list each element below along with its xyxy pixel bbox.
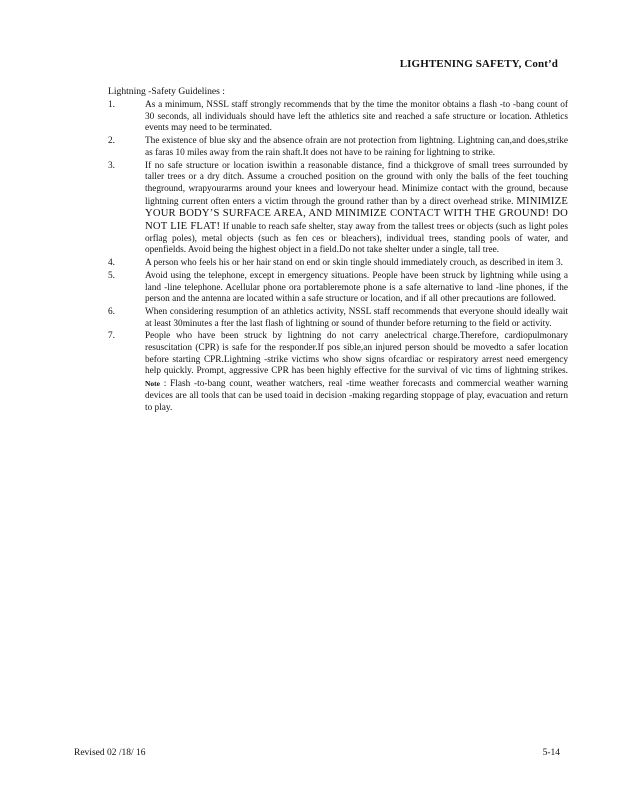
list-item	[108, 100, 568, 135]
item-number: 5.	[108, 270, 115, 281]
item-text: The existence of blue sky and the absence ofrain are not protection from lightning. Lightning can,and does,strike as faras 10 miles away from the rain shaft.It does not have to be raining for lightning to strike.	[145, 136, 568, 158]
item-emphasis-text: MINIMIZE YOUR BODY’S SURFACE AREA, AND MINIMIZE CONTACT WITH THE GROUND! DO NOT LIE FLAT!	[145, 195, 568, 233]
item-number: 6.	[108, 306, 115, 317]
item-number: 2.	[108, 136, 115, 147]
item-text: People who have been struck by lightning do not carry anelectrical charge.Therefore, cardiopulmonary resuscitation (CPR) is safe for the responder.If pos sible,an injured person should be movedto a safer location before starting CPR.Lightning -strike victims who show signs ofcardiac or respiratory arrest need emergency help quickly. Prompt, aggressive CPR has been highly effective for the survival of vic tims of lightning strikes.	[145, 331, 568, 377]
note-label: Note	[145, 379, 160, 389]
item-text: When considering resumption of an athletics activity, NSSL staff recommends that everyone should ideally wait at least 30minutes a fter the last flash of lightning or sound of thunder before returning to the field or activity.	[145, 306, 568, 329]
item-number: 3.	[108, 160, 115, 171]
item-text: Avoid using the telephone, except in emergency situations. People have been struck by lightning while using a land -line telephone. Acellular phone ora portableremote phone is a safe alternative to land -line phones, if the person and the antenna are located within a safe structure or location, and if all other precautions are followed.	[145, 270, 568, 305]
section-title: Lightning -Safety Guidelines :	[108, 86, 225, 97]
item-text-group	[145, 331, 568, 414]
list-item	[108, 136, 568, 159]
page-header-title: LIGHTENING SAFETY, Cont’d	[399, 58, 558, 70]
footer-revised-date: Revised 02 /18/ 16	[74, 748, 146, 758]
item-text-group	[145, 161, 568, 258]
item-text: A person who feels his or her hair stand on end or skin tingle should immediately crouch, as described in item 3.	[145, 258, 564, 269]
list-item	[108, 331, 568, 414]
item-number: 4.	[108, 258, 115, 269]
note-text: : Flash -to-bang count, weather watchers, real -time weather forecasts and commercial weather warning devices are all tools that can be used toaid in decision -making regarding stoppage of play, evacuation and return to play.	[145, 379, 568, 413]
item-text-continued: If unable to reach safe shelter, stay away from the tallest trees or objects (such as light poles orflag poles), metal objects (such as fen ces or bleachers), individual trees, standing pools of water, and openfields. Avoid being the highest object in a field.Do not take shelter under a single, tall tree.	[145, 222, 568, 256]
guidelines-list	[108, 100, 568, 415]
item-text: As a minimum, NSSL staff strongly recommends that by the time the monitor obtains a flash -to -bang count of 30 seconds, all individuals should have left the athletics site and reached a safe structure or location. Athletics events may need to be terminated.	[145, 100, 568, 134]
item-number: 1.	[108, 100, 115, 110]
list-item	[108, 161, 568, 258]
item-number: 7.	[108, 331, 115, 342]
list-item	[108, 258, 568, 270]
list-item	[108, 307, 568, 330]
item-text: If no safe structure or location iswithin a reasonable distance, find a thickgrove of small trees surrounded by taller trees or a dry ditch. Assume a crouched position on the ground with only the balls of the feet touching theground, wrapyourarms around your knees and loweryour head. Minimize contact with the ground, because lightning current often enters a victim through the ground rather than by a direct overhead strike.	[145, 160, 568, 207]
footer-page-number: 5-14	[542, 748, 560, 758]
list-item	[108, 271, 568, 306]
